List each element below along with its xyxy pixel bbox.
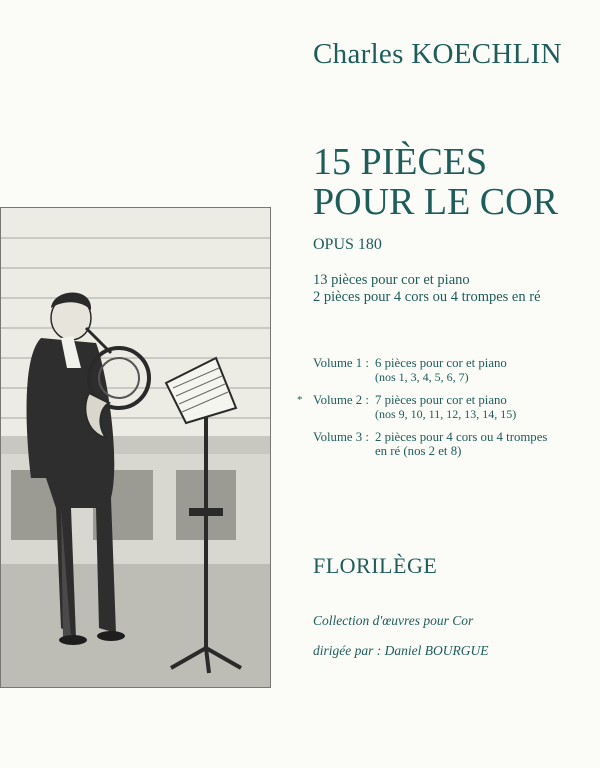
horn-player-engraving [0,207,271,688]
volume-label: Volume 1 : [313,356,369,370]
volume-numbers: (nos 9, 10, 11, 12, 13, 14, 15) [375,407,517,421]
collection-line: Collection d'œuvres pour Cor [313,613,474,628]
composer-name: Charles KOECHLIN [313,38,562,70]
volume-text: 2 pièces pour 4 cors ou 4 trompes [375,430,548,444]
directed-by-label: dirigée par : [313,643,382,658]
series-name: FLORILÈGE [313,553,438,578]
title-line-1: 15 PIÈCES [313,141,488,183]
volume-1 [313,356,547,384]
director-line [313,643,488,659]
summary-line-1: 13 pièces pour cor et piano [313,272,470,288]
volume-3 [313,430,547,458]
director-name: Daniel BOURGUE [384,643,489,658]
volume-2 [297,393,547,421]
volume-label: Volume 2 : [313,393,369,407]
opus-number: OPUS 180 [313,236,382,253]
contents-summary [313,272,541,306]
summary-line-2: 2 pièces pour 4 cors ou 4 trompes en ré [313,289,541,305]
volume-text: 7 pièces pour cor et piano [375,393,507,407]
asterisk-mark: * [297,394,303,406]
volume-text: 6 pièces pour cor et piano [375,356,507,370]
volume-label: Volume 3 : [313,430,369,444]
work-title [313,142,558,222]
volume-numbers: (nos 1, 3, 4, 5, 6, 7) [375,370,469,384]
volume-text-continued: en ré (nos 2 et 8) [375,444,462,458]
title-line-2: POUR LE COR [313,181,558,223]
volumes-list [297,356,548,467]
